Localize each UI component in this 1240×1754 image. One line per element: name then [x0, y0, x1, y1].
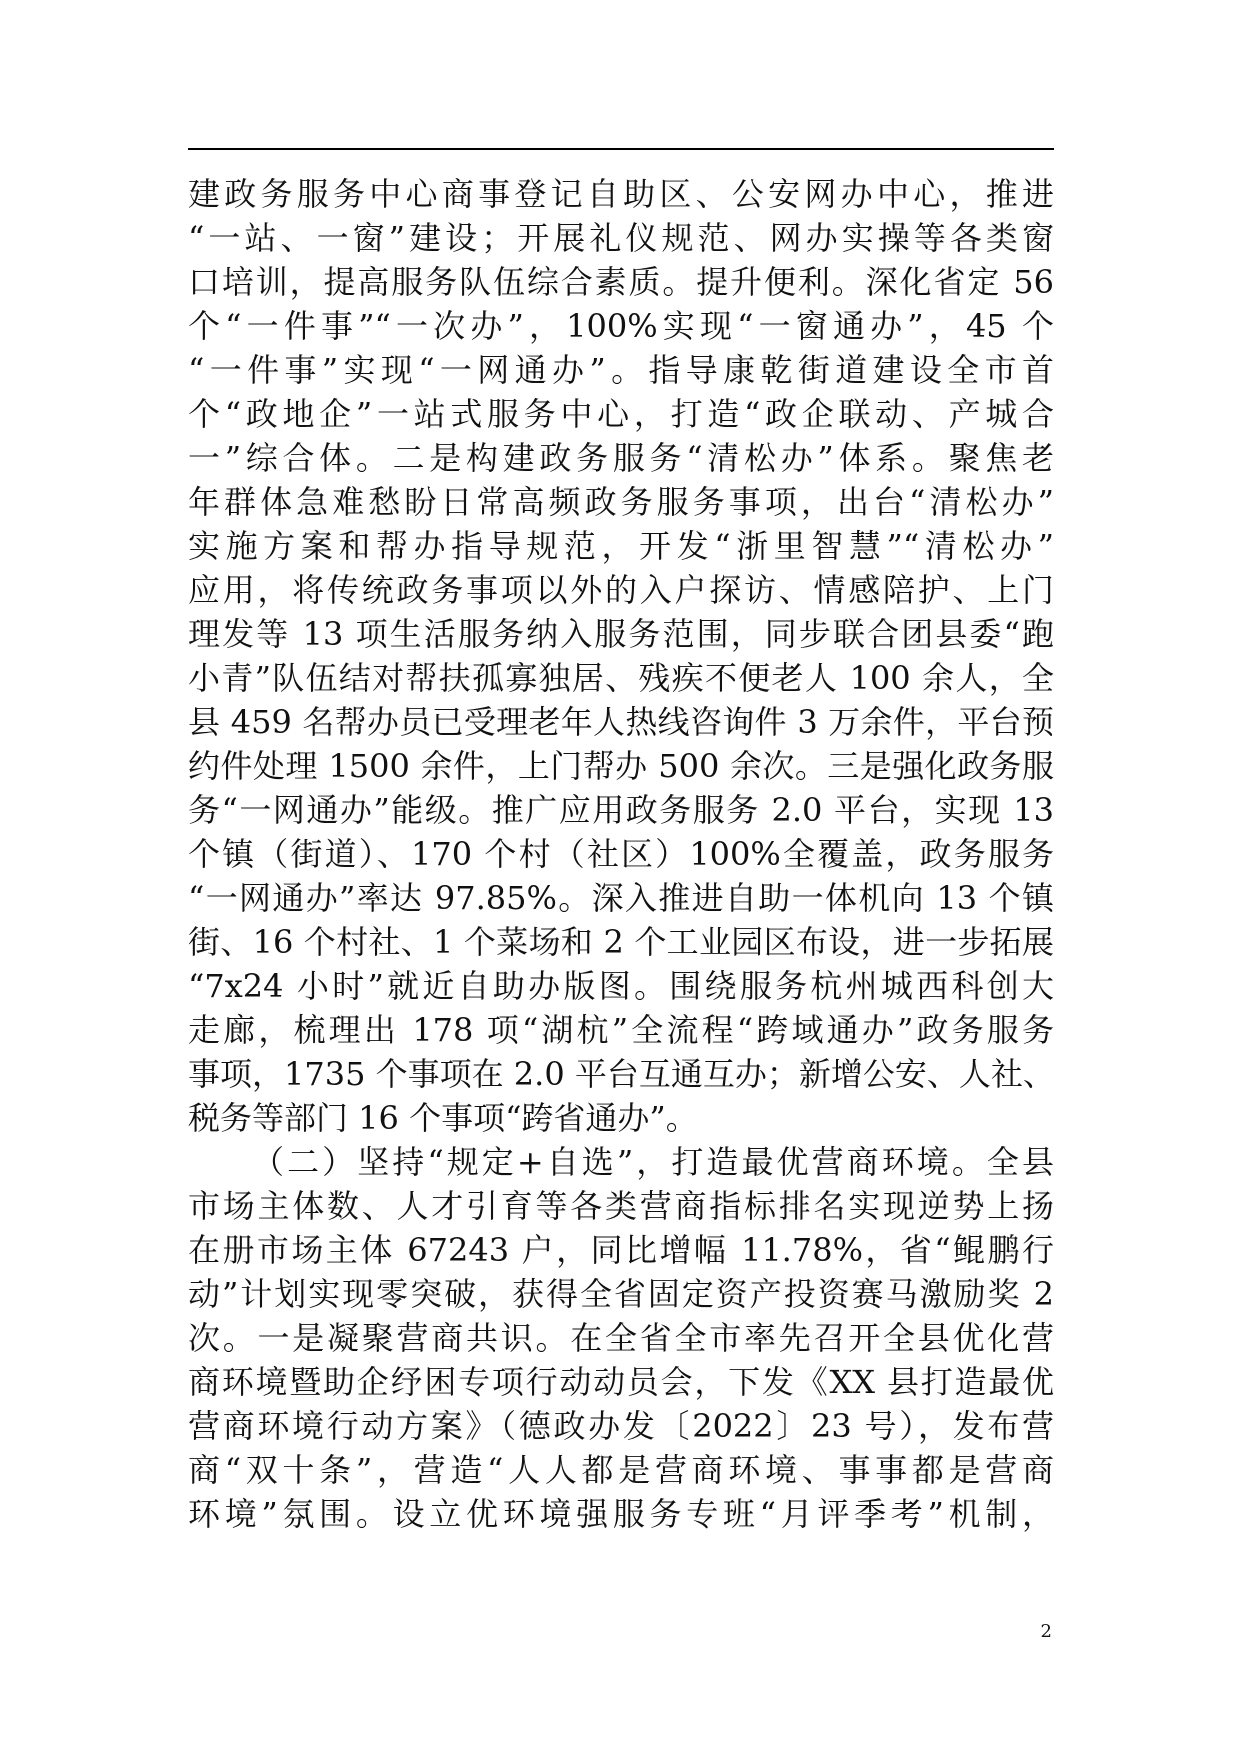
text-line: 商“双十条”，营造“人人都是营商环境、事事都是营商 [188, 1451, 1054, 1489]
text-line: “一站、一窗”建设；开展礼仪规范、网办实操等各类窗 [188, 219, 1054, 257]
text-line: 应用，将传统政务事项以外的入户探访、情感陪护、上门 [188, 571, 1054, 609]
header-rule [188, 148, 1054, 150]
text-line: 一”综合体。二是构建政务服务“清松办”体系。聚焦老 [188, 439, 1054, 477]
text-line: （二）坚持“规定+自选”，打造最优营商环境。全县 [252, 1143, 1054, 1181]
text-line: 小青”队伍结对帮扶孤寡独居、残疾不便老人 100 余人，全 [188, 659, 1054, 697]
text-line: 理发等 13 项生活服务纳入服务范围，同步联合团县委“跑 [188, 615, 1054, 653]
page-number: 2 [1040, 1621, 1052, 1642]
text-line: “7x24 小时”就近自助办版图。围绕服务杭州城西科创大 [188, 967, 1054, 1005]
text-line: 环境”氛围。设立优环境强服务专班“月评季考”机制， [188, 1495, 1054, 1533]
text-line: 动”计划实现零突破，获得全省固定资产投资赛马激励奖 2 [188, 1275, 1054, 1313]
text-line: 个“政地企”一站式服务中心，打造“政企联动、产城合 [188, 395, 1054, 433]
text-line: 县 459 名帮办员已受理老年人热线咨询件 3 万余件，平台预 [188, 703, 1054, 741]
text-line: 务“一网通办”能级。推广应用政务服务 2.0 平台，实现 13 [188, 791, 1054, 829]
text-line: “一网通办”率达 97.85%。深入推进自助一体机向 13 个镇 [188, 879, 1054, 917]
text-line: 市场主体数、人才引育等各类营商指标排名实现逆势上扬 [188, 1187, 1054, 1225]
text-line: 走廊，梳理出 178 项“湖杭”全流程“跨域通办”政务服务 [188, 1011, 1054, 1049]
text-line: 年群体急难愁盼日常高频政务服务事项，出台“清松办” [188, 483, 1054, 521]
text-line: 街、16 个村社、1 个菜场和 2 个工业园区布设，进一步拓展 [188, 923, 1054, 961]
text-line: 个“一件事”“一次办”，100%实现“一窗通办”，45 个 [188, 307, 1054, 345]
text-line: 口培训，提高服务队伍综合素质。提升便利。深化省定 56 [188, 263, 1054, 301]
text-line: 在册市场主体 67243 户，同比增幅 11.78%，省“鲲鹏行 [188, 1231, 1054, 1269]
body-text [188, 172, 1054, 1536]
text-line: 个镇（街道）、170 个村（社区）100%全覆盖，政务服务 [188, 835, 1054, 873]
text-line: 商环境暨助企纾困专项行动动员会，下发《XX 县打造最优 [188, 1363, 1054, 1401]
text-line: “一件事”实现“一网通办”。指导康乾街道建设全市首 [188, 351, 1054, 389]
text-line: 营商环境行动方案》（德政办发〔2022〕23 号），发布营 [188, 1407, 1054, 1445]
text-line: 约件处理 1500 余件，上门帮办 500 余次。三是强化政务服 [188, 747, 1054, 785]
text-line: 事项，1735 个事项在 2.0 平台互通互办；新增公安、人社、 [188, 1055, 1055, 1093]
text-line: 建政务服务中心商事登记自助区、公安网办中心，推进 [188, 175, 1054, 213]
text-line: 税务等部门 16 个事项“跨省通办”。 [188, 1099, 698, 1137]
text-line: 次。一是凝聚营商共识。在全省全市率先召开全县优化营 [188, 1319, 1054, 1357]
text-line: 实施方案和帮办指导规范，开发“浙里智慧”“清松办” [188, 527, 1054, 565]
